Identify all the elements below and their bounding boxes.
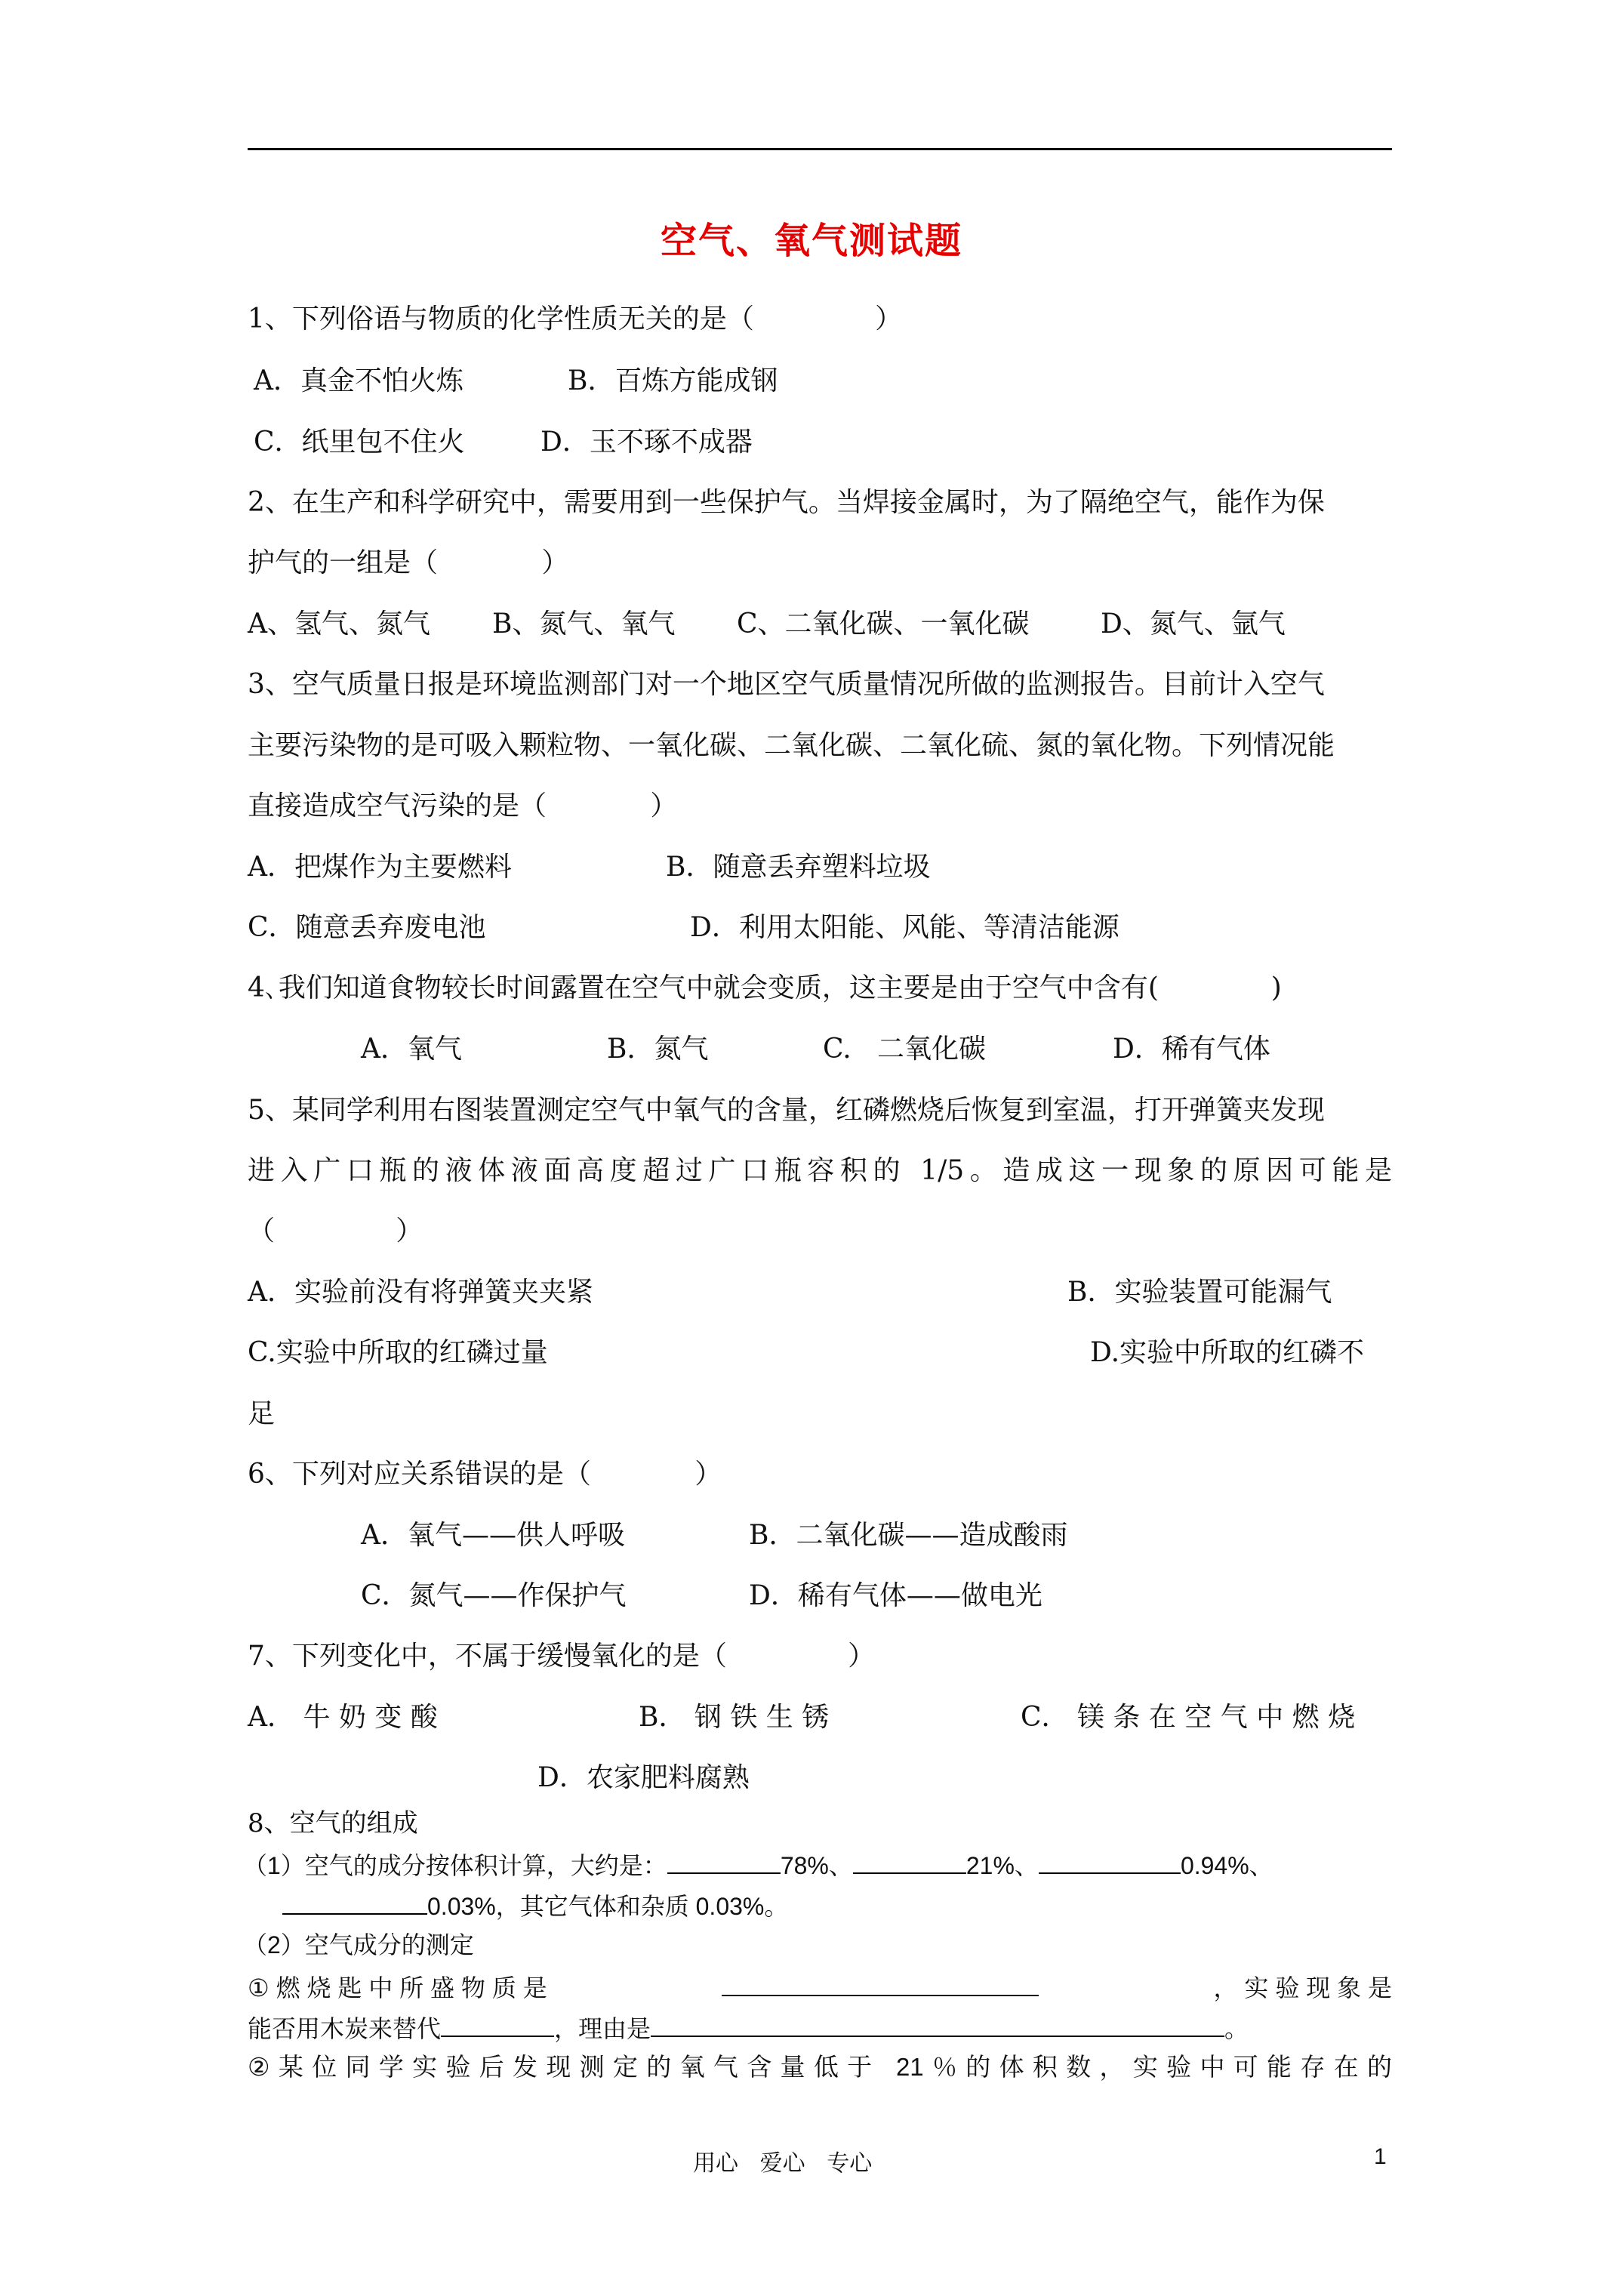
q3-stem-line2: 主要污染物的是可吸入颗粒物、一氧化碳、二氧化碳、二氧化硫、氮的氧化物。下列情况能 bbox=[248, 730, 1335, 761]
q3-stem-line1: 3、空气质量日报是环境监测部门对一个地区空气质量情况所做的监测报告。目前计入空气 bbox=[248, 669, 1325, 700]
q8-part1-value-1: 78%、 bbox=[780, 1852, 853, 1879]
footer-motto: 用心 爱心 专心 bbox=[693, 2150, 873, 2177]
blank-charcoal-substitute[interactable] bbox=[441, 2010, 554, 2037]
q5-stem-line2: 进入广口瓶的液体液面高度超过广口瓶容积的 1/5。造成这一现象的原因可能是 bbox=[248, 1155, 1392, 1186]
page-title: 空气、氧气测试题 bbox=[660, 220, 962, 262]
q8-sub1-row bbox=[248, 1969, 1392, 2005]
q1-option-a: A．真金不怕火炼 bbox=[254, 365, 463, 396]
q8-sub2-text-b: ，理由是 bbox=[554, 2015, 651, 2042]
blank-spoon-substance[interactable] bbox=[722, 1969, 1039, 1996]
q8-part1-row2 bbox=[282, 1888, 788, 1924]
q6-option-a: A．氧气——供人呼吸 bbox=[361, 1520, 625, 1551]
q6-option-d: D．稀有气体——做电光 bbox=[749, 1580, 1042, 1611]
q6-stem: 6、下列对应关系错误的是（ ） bbox=[248, 1459, 722, 1490]
q8-part1-value-2: 21%、 bbox=[965, 1852, 1039, 1879]
q1-option-b: B．百炼方能成钢 bbox=[568, 365, 778, 396]
q1-option-d: D．玉不琢不成器 bbox=[540, 427, 753, 458]
q5-option-d: D.实验中所取的红磷不 bbox=[1090, 1337, 1365, 1368]
q8-sub1-text-a: ① 燃 烧 匙 中 所 盛 物 质 是 bbox=[248, 1974, 547, 2002]
blank-rare-gases[interactable] bbox=[1039, 1847, 1181, 1874]
q8-sub2-row bbox=[248, 2010, 1249, 2046]
q4-option-a: A．氧气 bbox=[361, 1034, 462, 1065]
q1-stem: 1、下列俗语与物质的化学性质无关的是（ ） bbox=[248, 304, 903, 334]
header-rule bbox=[248, 148, 1392, 150]
q7-option-a: A． 牛 奶 变 酸 bbox=[248, 1702, 438, 1733]
q4-option-b: B．氮气 bbox=[607, 1034, 709, 1065]
q5-option-b: B．实验装置可能漏气 bbox=[1067, 1277, 1332, 1308]
q4-stem: 4､我们知道食物较长时间露置在空气中就会变质，这主要是由于空气中含有( ) bbox=[248, 972, 1282, 1003]
blank-reason[interactable] bbox=[651, 2010, 1224, 2037]
q3-option-a: A．把煤作为主要燃料 bbox=[248, 852, 512, 883]
q5-option-c: C.实验中所取的红磷过量 bbox=[248, 1337, 548, 1368]
q8-stem: 8、空气的组成 bbox=[248, 1808, 418, 1838]
q7-option-d: D．农家肥料腐熟 bbox=[537, 1762, 750, 1793]
q6-option-b: B．二氧化碳——造成酸雨 bbox=[749, 1520, 1068, 1551]
q7-option-b: B． 钢 铁 生 锈 bbox=[639, 1702, 830, 1733]
q5-option-a: A．实验前没有将弹簧夹夹紧 bbox=[248, 1277, 593, 1308]
q2-option-b: B、氮气、氧气 bbox=[492, 609, 676, 639]
q3-option-d: D．利用太阳能、风能、等清洁能源 bbox=[690, 912, 1119, 943]
q1-option-c: C．纸里包不住火 bbox=[254, 427, 465, 458]
page-number: 1 bbox=[1374, 2144, 1387, 2169]
q8-part1-line2: 0.03%，其它气体和杂质 0.03%。 bbox=[427, 1893, 789, 1920]
q2-stem-line1: 2、在生产和科学研究中，需要用到一些保护气。当焊接金属时，为了隔绝空气，能作为保 bbox=[248, 487, 1325, 518]
q5-option-d-wrap: 足 bbox=[248, 1398, 276, 1429]
q5-stem-line3: （ ） bbox=[248, 1216, 423, 1247]
q7-option-c: C． 镁 条 在 空 气 中 燃 烧 bbox=[1021, 1702, 1356, 1733]
q3-stem-line3: 直接造成空气污染的是（ ） bbox=[248, 791, 678, 821]
blank-oxygen[interactable] bbox=[853, 1847, 966, 1874]
q6-option-c: C．氮气——作保护气 bbox=[361, 1580, 627, 1611]
q8-part1-label: （1）空气的成分按体积计算，大约是： bbox=[243, 1852, 667, 1879]
q2-option-c: C、二氧化碳、一氧化碳 bbox=[737, 609, 1030, 639]
q2-option-a: A、氢气、氮气 bbox=[248, 609, 430, 639]
q4-option-c: C. 二氧化碳 bbox=[823, 1034, 987, 1065]
q2-stem-line2: 护气的一组是（ ） bbox=[248, 547, 569, 578]
q3-option-c: C．随意丢弃废电池 bbox=[248, 912, 486, 943]
q2-option-d: D、氮气、氩气 bbox=[1101, 609, 1286, 639]
q8-part2-label: （2）空气成分的测定 bbox=[243, 1931, 474, 1959]
q8-part1-value-3: 0.94%、 bbox=[1180, 1852, 1273, 1879]
q5-stem-line1: 5、某同学利用右图装置测定空气中氧气的含量，红磷燃烧后恢复到室温，打开弹簧夹发现 bbox=[248, 1095, 1325, 1126]
q3-option-b: B．随意丢弃塑料垃圾 bbox=[666, 852, 931, 883]
blank-nitrogen[interactable] bbox=[667, 1847, 781, 1874]
q8-sub2-text-c: 。 bbox=[1224, 2015, 1249, 2042]
blank-carbon-dioxide[interactable] bbox=[282, 1888, 427, 1915]
q8-part1-row bbox=[243, 1847, 1273, 1883]
q8-sub1-text-b: ， 实 验 现 象 是 bbox=[1213, 1974, 1392, 2002]
q4-option-d: D．稀有气体 bbox=[1113, 1034, 1270, 1065]
q8-sub3-line: ②某位同学实验后发现测定的氧气含量低于 21％的体积数，实验中可能存在的 bbox=[248, 2053, 1392, 2081]
q7-stem: 7、下列变化中，不属于缓慢氧化的是（ ） bbox=[248, 1641, 876, 1672]
q8-sub2-text-a: 能否用木炭来替代 bbox=[248, 2015, 442, 2042]
